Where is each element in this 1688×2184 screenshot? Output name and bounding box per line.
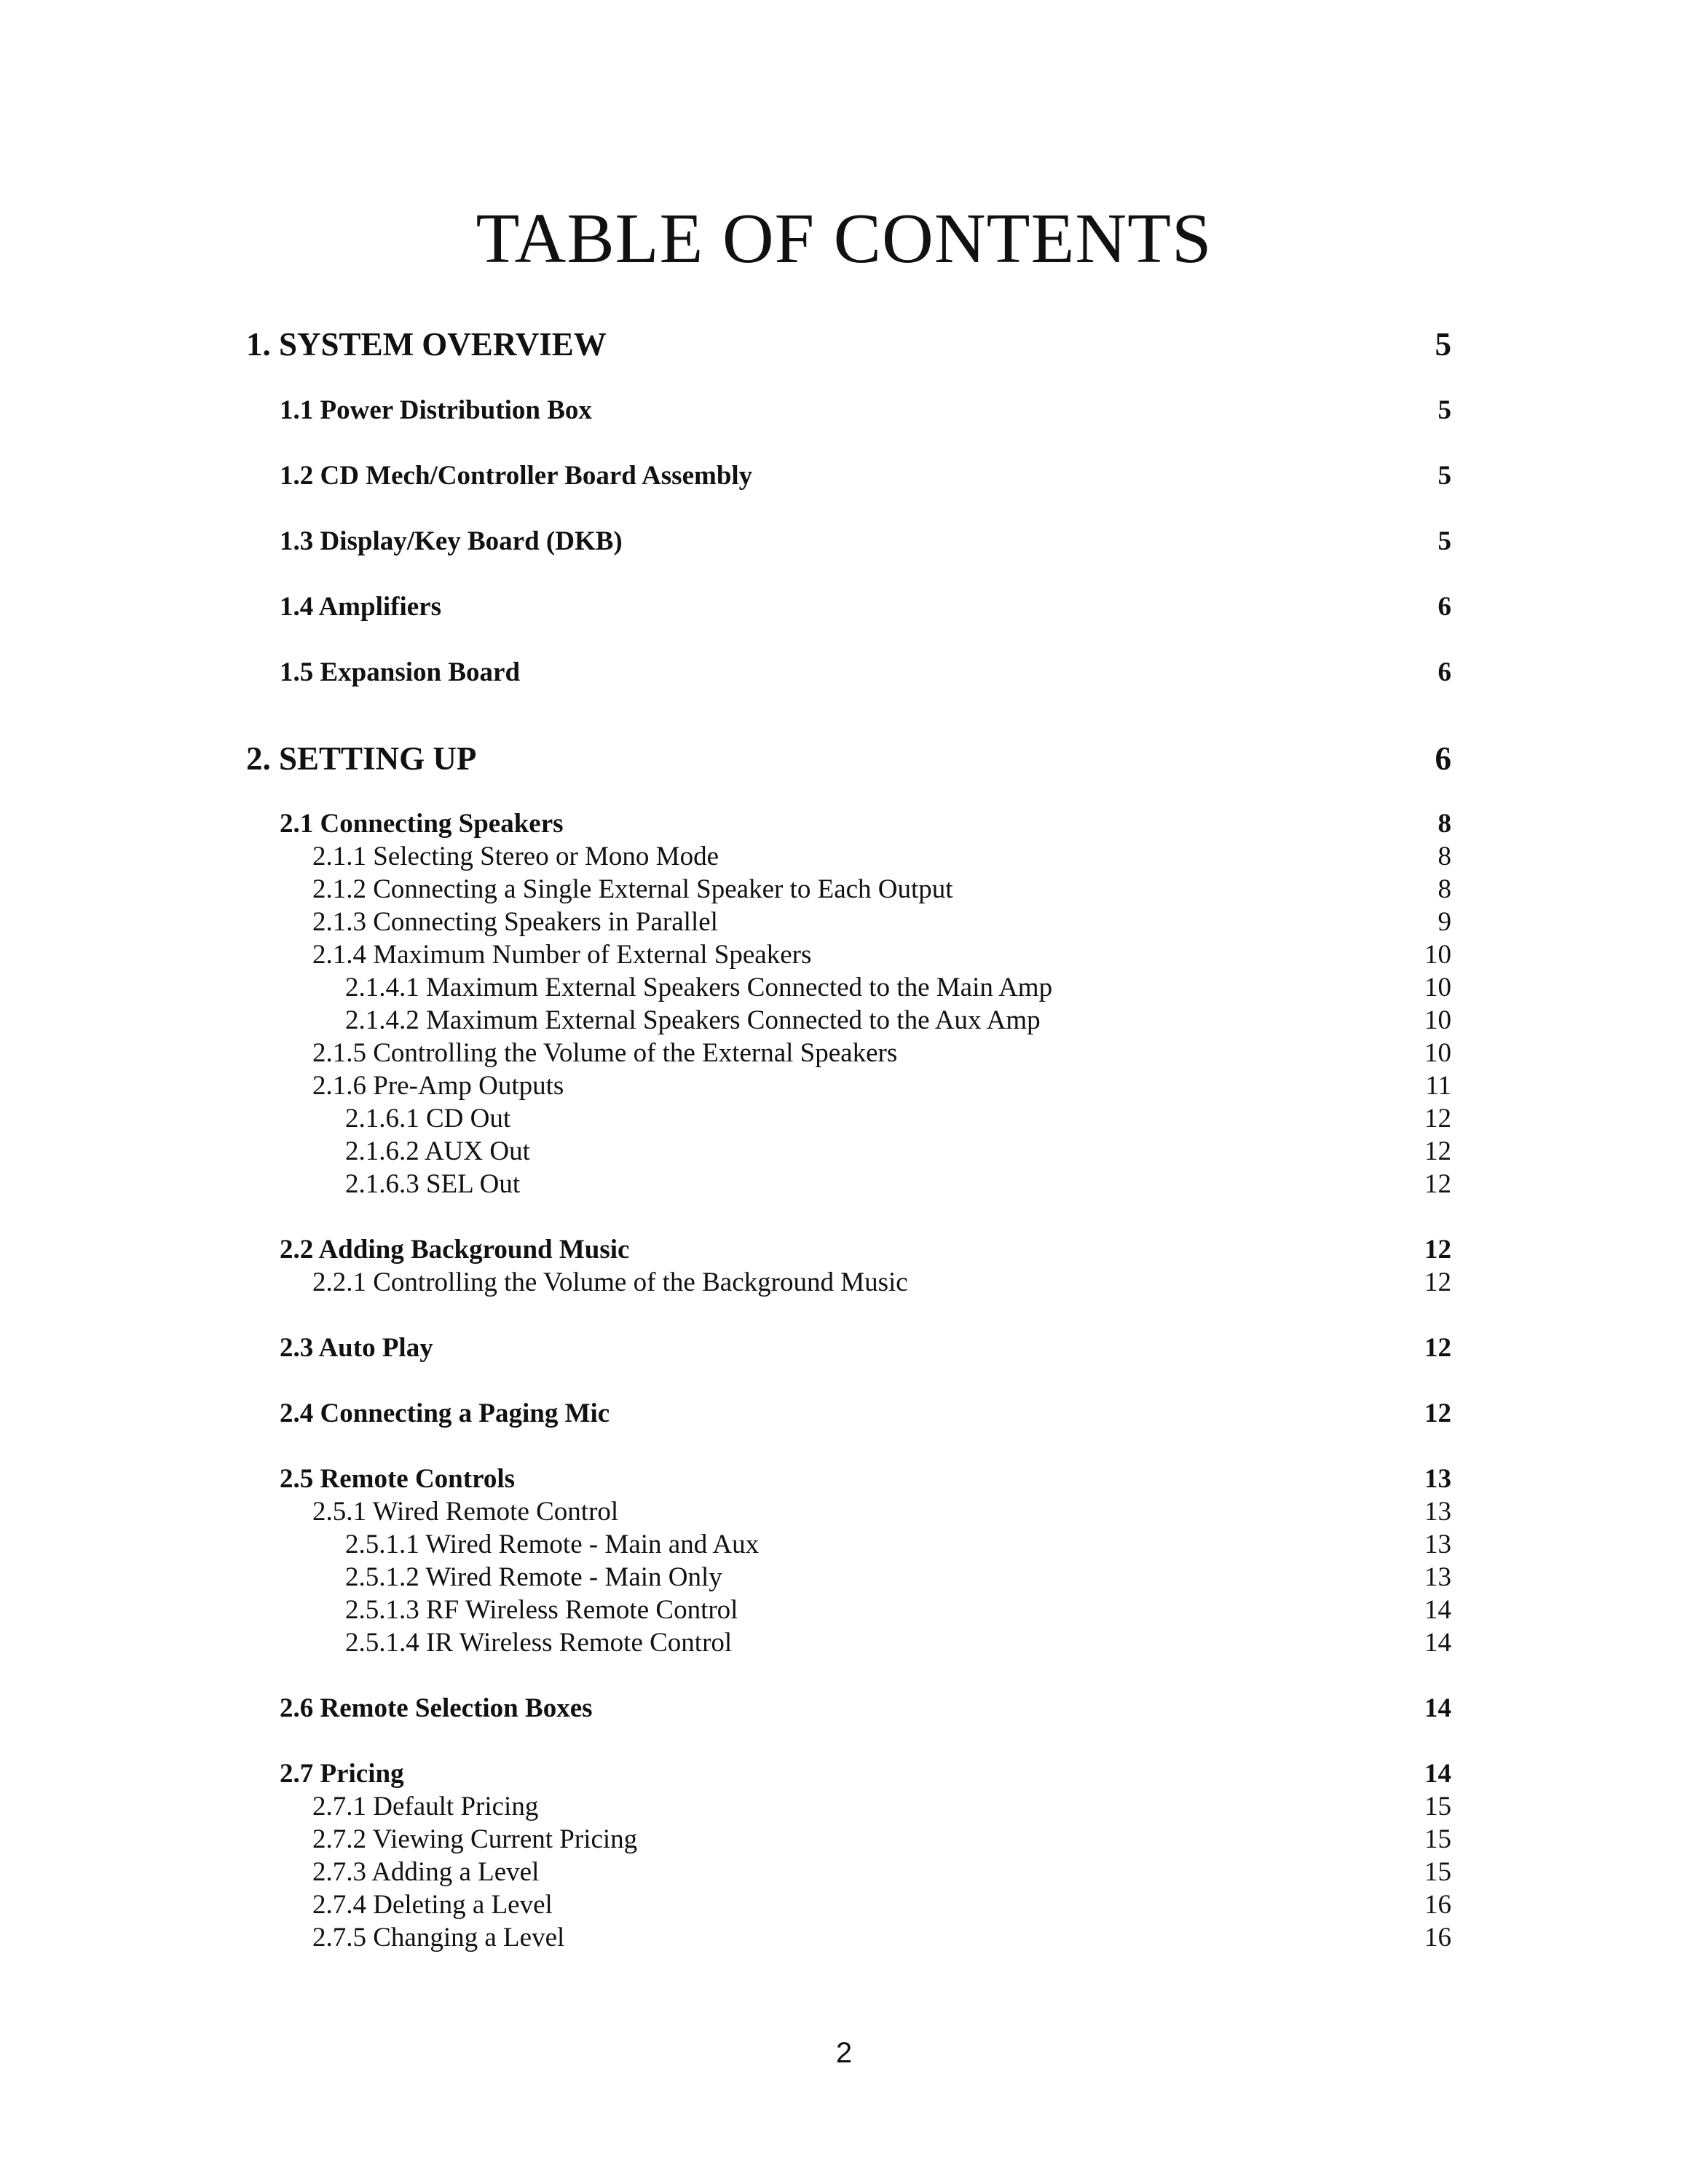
toc-entry[interactable] xyxy=(312,1823,1451,1856)
toc-entry-page: 10 xyxy=(1424,973,1451,1002)
toc-chapter-1[interactable] xyxy=(246,324,1451,365)
toc-entry[interactable] xyxy=(280,1397,1451,1431)
page-number: 2 xyxy=(835,2037,853,2069)
toc-entry-page: 10 xyxy=(1424,1038,1451,1068)
toc-entry-label: 2.5.1.1 Wired Remote - Main and Aux xyxy=(345,1530,760,1559)
toc-entry-page: 12 xyxy=(1424,1104,1451,1133)
toc-entry-page: 9 xyxy=(1437,907,1451,937)
toc-entry[interactable] xyxy=(312,938,1451,972)
toc-chapter-2[interactable] xyxy=(246,738,1451,779)
toc-entry-label: 2.1.4 Maximum Number of External Speakers xyxy=(312,940,812,970)
toc-entry-label: 2.5.1 Wired Remote Control xyxy=(312,1497,619,1527)
toc-entry[interactable] xyxy=(312,1888,1451,1922)
toc-entry-label: 2.1.1 Selecting Stereo or Mono Mode xyxy=(312,842,719,871)
toc-entry-page: 13 xyxy=(1424,1497,1451,1527)
toc-entry[interactable] xyxy=(312,1037,1451,1070)
toc-entry[interactable] xyxy=(280,1233,1451,1267)
toc-entry[interactable] xyxy=(345,1168,1451,1201)
toc-entry[interactable] xyxy=(312,1921,1451,1955)
toc-entry[interactable] xyxy=(345,971,1451,1005)
toc-entry-label: 2.1.6.1 CD Out xyxy=(345,1104,511,1133)
toc-entry-page: 6 xyxy=(1437,657,1451,687)
toc-entry-page: 12 xyxy=(1424,1333,1451,1363)
toc-entry[interactable] xyxy=(280,807,1451,841)
toc-entry-page: 10 xyxy=(1424,1005,1451,1035)
toc-entry-page: 14 xyxy=(1424,1759,1451,1789)
toc-entry-label: 2. SETTING UP xyxy=(246,740,477,777)
toc-entry[interactable] xyxy=(280,1332,1451,1365)
toc-entry-page: 16 xyxy=(1424,1890,1451,1920)
toc-entry-page: 12 xyxy=(1424,1235,1451,1265)
toc-entry-page: 13 xyxy=(1424,1562,1451,1592)
page-title: TABLE OF CONTENTS xyxy=(476,199,1212,278)
toc-entry-page: 12 xyxy=(1424,1398,1451,1428)
toc-entry-label: 2.4 Connecting a Paging Mic xyxy=(280,1398,610,1428)
toc-entry-page: 10 xyxy=(1424,940,1451,970)
toc-entry-page: 5 xyxy=(1437,395,1451,425)
toc-entry-label: 2.5 Remote Controls xyxy=(280,1464,516,1494)
toc-entry-label: 2.1.6.3 SEL Out xyxy=(345,1169,521,1199)
toc-entry-page: 15 xyxy=(1424,1792,1451,1821)
toc-entry-page: 5 xyxy=(1435,326,1451,363)
toc-entry[interactable] xyxy=(345,1102,1451,1136)
toc-entry-page: 11 xyxy=(1425,1071,1451,1101)
toc-entry-label: 1.5 Expansion Board xyxy=(280,657,521,687)
toc-entry[interactable] xyxy=(280,1692,1451,1725)
toc-entry[interactable] xyxy=(280,1463,1451,1496)
toc-entry-label: 2.7.2 Viewing Current Pricing xyxy=(312,1824,638,1854)
toc-entry-label: 2.6 Remote Selection Boxes xyxy=(280,1693,593,1723)
toc-entry-page: 12 xyxy=(1424,1267,1451,1297)
toc-entry[interactable] xyxy=(312,1069,1451,1103)
toc-entry-label: 2.1.5 Controlling the Volume of the External Speakers xyxy=(312,1038,898,1068)
toc-entry-label: 2.1 Connecting Speakers xyxy=(280,809,564,839)
toc-entry-page: 15 xyxy=(1424,1824,1451,1854)
toc-entry[interactable] xyxy=(312,1856,1451,1889)
toc-entry[interactable] xyxy=(345,1594,1451,1627)
toc-entry-page: 8 xyxy=(1437,809,1451,839)
toc-entry-page: 6 xyxy=(1437,592,1451,622)
toc-entry-label: 2.5.1.3 RF Wireless Remote Control xyxy=(345,1595,738,1625)
toc-entry-page: 12 xyxy=(1424,1169,1451,1199)
toc-entry-label: 2.7.1 Default Pricing xyxy=(312,1792,539,1821)
toc-entry[interactable] xyxy=(312,1790,1451,1824)
toc-entry-label: 1.2 CD Mech/Controller Board Assembly xyxy=(280,461,753,491)
toc-entry[interactable] xyxy=(312,873,1451,906)
toc-entry-label: 2.1.6.2 AUX Out xyxy=(345,1136,530,1166)
toc-entry-page: 5 xyxy=(1437,461,1451,491)
toc-entry[interactable] xyxy=(312,1495,1451,1529)
toc-entry[interactable] xyxy=(345,1528,1451,1562)
toc-entry[interactable] xyxy=(280,1757,1451,1791)
toc-entry-page: 15 xyxy=(1424,1857,1451,1887)
toc-entry-label: 1.3 Display/Key Board (DKB) xyxy=(280,526,623,556)
toc-entry-label: 2.1.4.1 Maximum External Speakers Connected to the Main Amp xyxy=(345,973,1053,1002)
toc-entry-page: 8 xyxy=(1437,874,1451,904)
toc-entry-label: 2.2 Adding Background Music xyxy=(280,1235,630,1265)
toc-entry[interactable] xyxy=(345,1626,1451,1660)
toc-entry-page: 14 xyxy=(1424,1628,1451,1658)
toc-entry[interactable] xyxy=(280,590,1451,624)
toc-entry-label: 2.2.1 Controlling the Volume of the Background Music xyxy=(312,1267,908,1297)
toc-entry-label: 2.3 Auto Play xyxy=(280,1333,433,1363)
toc-entry-page: 13 xyxy=(1424,1530,1451,1559)
toc-entry-page: 12 xyxy=(1424,1136,1451,1166)
toc-entry[interactable] xyxy=(312,840,1451,874)
toc-entry[interactable] xyxy=(312,1266,1451,1299)
toc-entry-label: 1.1 Power Distribution Box xyxy=(280,395,592,425)
toc-entry[interactable] xyxy=(345,1135,1451,1168)
toc-entry[interactable] xyxy=(312,906,1451,939)
toc-entry-label: 1. SYSTEM OVERVIEW xyxy=(246,326,607,363)
toc-entry-label: 2.7.3 Adding a Level xyxy=(312,1857,540,1887)
toc-entry-page: 14 xyxy=(1424,1595,1451,1625)
toc-entry-label: 2.5.1.2 Wired Remote - Main Only xyxy=(345,1562,722,1592)
toc-entry-label: 2.7.5 Changing a Level xyxy=(312,1923,565,1952)
toc-entry-label: 1.4 Amplifiers xyxy=(280,592,441,622)
toc-entry-page: 8 xyxy=(1437,842,1451,871)
toc-entry-label: 2.7.4 Deleting a Level xyxy=(312,1890,553,1920)
toc-entry-label: 2.1.6 Pre-Amp Outputs xyxy=(312,1071,564,1101)
toc-entry-label: 2.1.3 Connecting Speakers in Parallel xyxy=(312,907,718,937)
toc-entry[interactable] xyxy=(280,394,1451,427)
toc-entry[interactable] xyxy=(280,459,1451,493)
toc-entry-label: 2.1.4.2 Maximum External Speakers Connected to the Aux Amp xyxy=(345,1005,1041,1035)
toc-entry-label: 2.1.2 Connecting a Single External Speaker to Each Output xyxy=(312,874,953,904)
toc-entry[interactable] xyxy=(345,1561,1451,1594)
toc-entry-page: 16 xyxy=(1424,1923,1451,1952)
toc-entry-page: 6 xyxy=(1435,740,1451,777)
toc-entry-page: 13 xyxy=(1424,1464,1451,1494)
toc-entry-label: 2.5.1.4 IR Wireless Remote Control xyxy=(345,1628,733,1658)
toc-entry-page: 5 xyxy=(1437,526,1451,556)
toc-entry-page: 14 xyxy=(1424,1693,1451,1723)
toc-entry-label: 2.7 Pricing xyxy=(280,1759,404,1789)
toc-entry[interactable] xyxy=(345,1004,1451,1037)
toc-entry[interactable] xyxy=(280,525,1451,558)
toc-entry[interactable] xyxy=(280,656,1451,689)
